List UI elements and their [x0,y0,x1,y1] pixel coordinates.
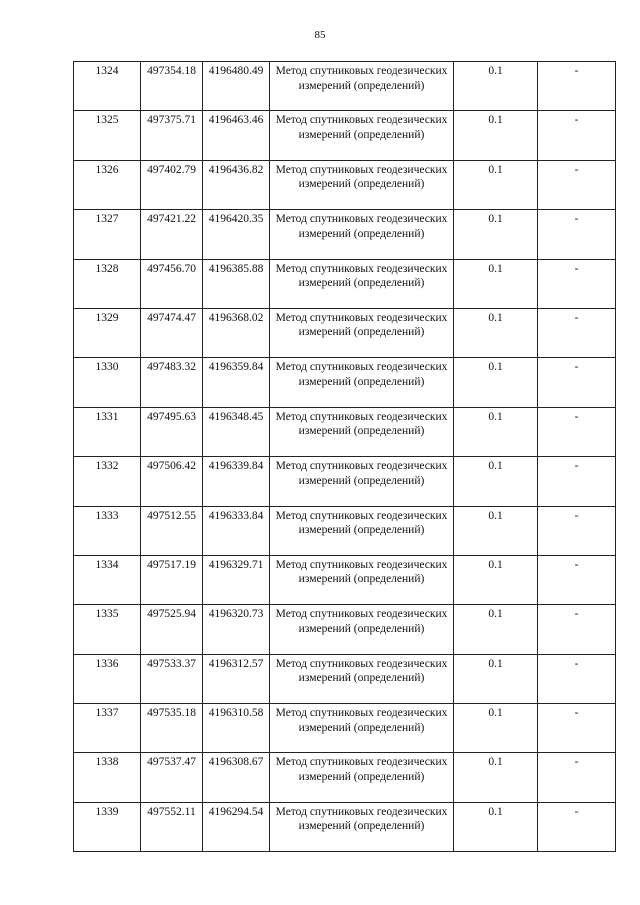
y-coordinate-cell: 4196310.58 [203,704,270,753]
note-cell: - [538,506,616,555]
table-row [74,753,616,802]
method-cell: Метод спутниковых геодезических измерений (определений) [270,457,454,506]
x-coordinate-cell: 497474.47 [141,308,203,357]
accuracy-cell: 0.1 [454,802,538,851]
accuracy-cell: 0.1 [454,407,538,456]
table-body [74,62,616,852]
table-row [74,160,616,209]
y-coordinate-cell: 4196320.73 [203,605,270,654]
point-number-cell: 1329 [74,308,141,357]
table-row [74,654,616,703]
accuracy-cell: 0.1 [454,506,538,555]
accuracy-cell: 0.1 [454,358,538,407]
y-coordinate-cell: 4196348.45 [203,407,270,456]
point-number-cell: 1330 [74,358,141,407]
x-coordinate-cell: 497512.55 [141,506,203,555]
y-coordinate-cell: 4196368.02 [203,308,270,357]
table-row [74,210,616,259]
note-cell: - [538,308,616,357]
table-row [74,704,616,753]
method-cell: Метод спутниковых геодезических измерений (определений) [270,654,454,703]
method-cell: Метод спутниковых геодезических измерений (определений) [270,210,454,259]
method-cell: Метод спутниковых геодезических измерений (определений) [270,753,454,802]
accuracy-cell: 0.1 [454,605,538,654]
point-number-cell: 1335 [74,605,141,654]
accuracy-cell: 0.1 [454,62,538,111]
table-row [74,605,616,654]
y-coordinate-cell: 4196339.84 [203,457,270,506]
table-row [74,62,616,111]
x-coordinate-cell: 497375.71 [141,111,203,160]
note-cell: - [538,802,616,851]
accuracy-cell: 0.1 [454,753,538,802]
x-coordinate-cell: 497533.37 [141,654,203,703]
point-number-cell: 1338 [74,753,141,802]
note-cell: - [538,259,616,308]
point-number-cell: 1334 [74,555,141,604]
accuracy-cell: 0.1 [454,654,538,703]
note-cell: - [538,407,616,456]
y-coordinate-cell: 4196329.71 [203,555,270,604]
x-coordinate-cell: 497421.22 [141,210,203,259]
note-cell: - [538,555,616,604]
y-coordinate-cell: 4196312.57 [203,654,270,703]
method-cell: Метод спутниковых геодезических измерений (определений) [270,308,454,357]
method-cell: Метод спутниковых геодезических измерений (определений) [270,555,454,604]
page-number: 85 [314,29,326,41]
note-cell: - [538,654,616,703]
point-number-cell: 1332 [74,457,141,506]
coordinates-table [73,61,616,852]
method-cell: Метод спутниковых геодезических измерений (определений) [270,506,454,555]
table-row [74,506,616,555]
x-coordinate-cell: 497535.18 [141,704,203,753]
x-coordinate-cell: 497552.11 [141,802,203,851]
x-coordinate-cell: 497456.70 [141,259,203,308]
x-coordinate-cell: 497517.19 [141,555,203,604]
note-cell: - [538,605,616,654]
accuracy-cell: 0.1 [454,308,538,357]
table-row [74,407,616,456]
method-cell: Метод спутниковых геодезических измерений (определений) [270,605,454,654]
note-cell: - [538,210,616,259]
method-cell: Метод спутниковых геодезических измерений (определений) [270,111,454,160]
note-cell: - [538,62,616,111]
point-number-cell: 1331 [74,407,141,456]
y-coordinate-cell: 4196308.67 [203,753,270,802]
x-coordinate-cell: 497525.94 [141,605,203,654]
x-coordinate-cell: 497495.63 [141,407,203,456]
x-coordinate-cell: 497402.79 [141,160,203,209]
method-cell: Метод спутниковых геодезических измерений (определений) [270,704,454,753]
point-number-cell: 1327 [74,210,141,259]
method-cell: Метод спутниковых геодезических измерений (определений) [270,259,454,308]
method-cell: Метод спутниковых геодезических измерений (определений) [270,358,454,407]
y-coordinate-cell: 4196463.46 [203,111,270,160]
point-number-cell: 1325 [74,111,141,160]
accuracy-cell: 0.1 [454,160,538,209]
point-number-cell: 1324 [74,62,141,111]
table-row [74,457,616,506]
note-cell: - [538,753,616,802]
x-coordinate-cell: 497483.32 [141,358,203,407]
point-number-cell: 1333 [74,506,141,555]
y-coordinate-cell: 4196294.54 [203,802,270,851]
table-row [74,802,616,851]
note-cell: - [538,111,616,160]
y-coordinate-cell: 4196420.35 [203,210,270,259]
accuracy-cell: 0.1 [454,111,538,160]
method-cell: Метод спутниковых геодезических измерений (определений) [270,160,454,209]
y-coordinate-cell: 4196436.82 [203,160,270,209]
table-row [74,259,616,308]
accuracy-cell: 0.1 [454,259,538,308]
point-number-cell: 1328 [74,259,141,308]
point-number-cell: 1339 [74,802,141,851]
x-coordinate-cell: 497537.47 [141,753,203,802]
accuracy-cell: 0.1 [454,555,538,604]
y-coordinate-cell: 4196480.49 [203,62,270,111]
x-coordinate-cell: 497354.18 [141,62,203,111]
note-cell: - [538,457,616,506]
y-coordinate-cell: 4196359.84 [203,358,270,407]
x-coordinate-cell: 497506.42 [141,457,203,506]
method-cell: Метод спутниковых геодезических измерений (определений) [270,407,454,456]
method-cell: Метод спутниковых геодезических измерений (определений) [270,62,454,111]
table-row [74,111,616,160]
accuracy-cell: 0.1 [454,704,538,753]
point-number-cell: 1336 [74,654,141,703]
point-number-cell: 1337 [74,704,141,753]
accuracy-cell: 0.1 [454,210,538,259]
table-row [74,358,616,407]
accuracy-cell: 0.1 [454,457,538,506]
note-cell: - [538,160,616,209]
point-number-cell: 1326 [74,160,141,209]
note-cell: - [538,358,616,407]
y-coordinate-cell: 4196333.84 [203,506,270,555]
table-row [74,308,616,357]
note-cell: - [538,704,616,753]
table-row [74,555,616,604]
method-cell: Метод спутниковых геодезических измерений (определений) [270,802,454,851]
y-coordinate-cell: 4196385.88 [203,259,270,308]
